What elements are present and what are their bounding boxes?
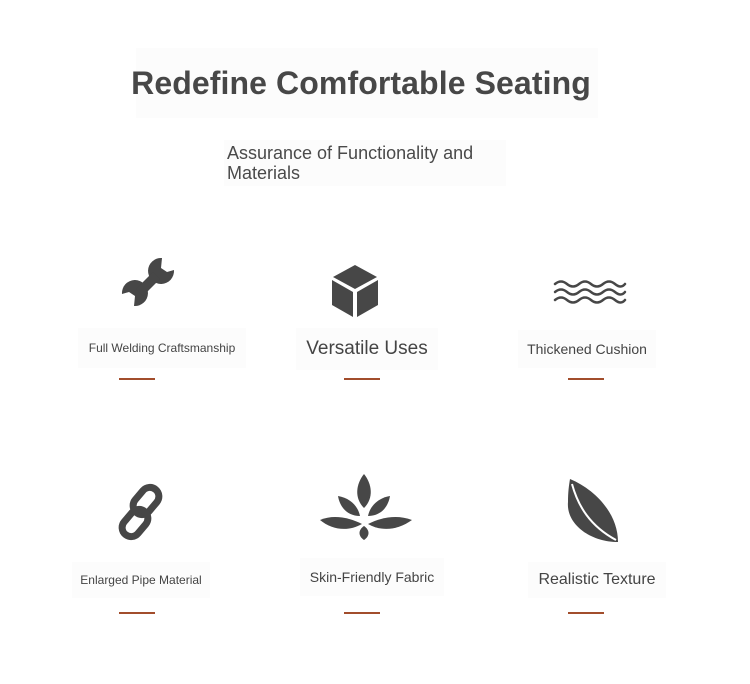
waves-icon (552, 278, 628, 306)
lotus-icon (318, 472, 414, 542)
page-title-container (131, 48, 598, 118)
feature-label-box (528, 562, 666, 598)
feature-divider (344, 612, 380, 614)
chain-link-icon (112, 482, 170, 542)
feature-label-box (72, 562, 210, 598)
feature-label-box (518, 330, 656, 368)
feature-divider (119, 378, 155, 380)
feature-label: Skin-Friendly Fabric (309, 569, 435, 585)
feature-label: Full Welding Craftsmanship (88, 341, 236, 355)
feature-label-box (300, 558, 444, 596)
feature-divider (119, 612, 155, 614)
feature-label: Enlarged Pipe Material (80, 573, 202, 587)
feature-label-box (78, 328, 246, 368)
feature-divider (568, 378, 604, 380)
feature-divider (568, 612, 604, 614)
leaf-icon (562, 476, 622, 546)
page-title: Redefine Comfortable Seating (131, 64, 591, 101)
cube-icon (330, 262, 380, 320)
feature-divider (344, 378, 380, 380)
feature-label-box (296, 328, 438, 370)
feature-label: Versatile Uses (306, 338, 428, 359)
wrench-icon (116, 252, 180, 312)
feature-label: Realistic Texture (538, 571, 656, 588)
subtitle-container (224, 140, 506, 186)
feature-label: Thickened Cushion (527, 341, 647, 357)
page-subtitle: Assurance of Functionality and Materials (227, 143, 474, 183)
